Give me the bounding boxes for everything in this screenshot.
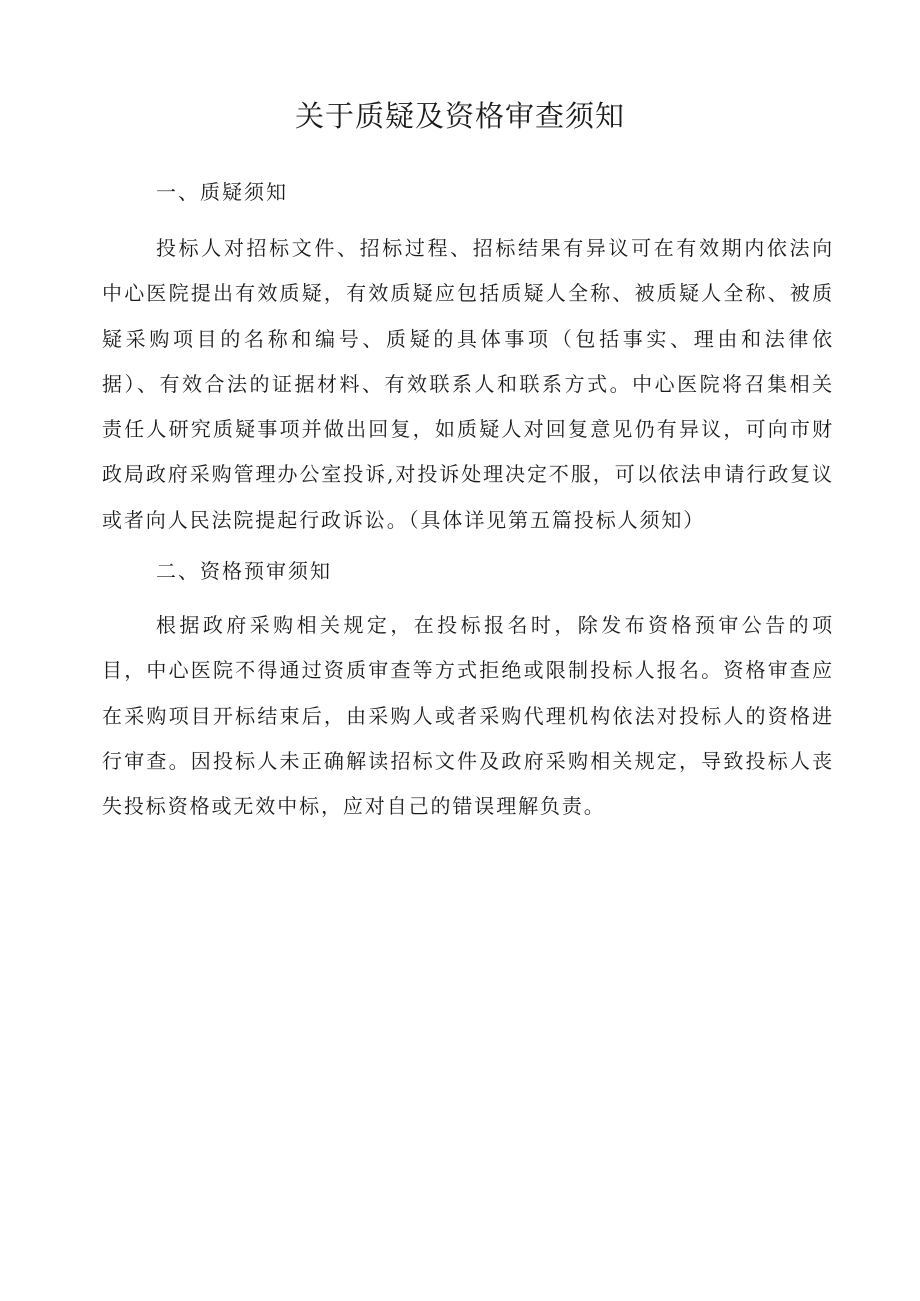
section-paragraph-inquiry: 投标人对招标文件、招标过程、招标结果有异议可在有效期内依法向中心医院提出有效质疑，有效质疑应包括质疑人全称、被质疑人全称、被质疑采购项目的名称和编号、质疑的具体事项（包括事实、理由和法律依据）、有效合法的证据材料、有效联系人和联系方式。中心医院将召集相关责任人研究质疑事项并做出回复，如质疑人对回复意见仍有异议，可向市财政局政府采购管理办公室投诉,对投诉处理决定不服，可以依法申请行政复议或者向人民法院提起行政诉讼。（具体详见第五篇投标人须知）	[102, 236, 834, 532]
section-paragraph-prequalification: 根据政府采购相关规定，在投标报名时，除发布资格预审公告的项目，中心医院不得通过资质审查等方式拒绝或限制投标人报名。资格审查应在采购项目开标结束后，由采购人或者采购代理机构依法对投标人的资格进行审查。因投标人未正确解读招标文件及政府采购相关规定，导致投标人丧失投标资格或无效中标，应对自己的错误理解负责。	[102, 613, 834, 819]
section-heading-prequalification: 二、资格预审须知	[156, 559, 332, 584]
section-heading-inquiry: 一、质疑须知	[156, 180, 288, 204]
page-title: 关于质疑及资格审查须知	[294, 99, 625, 133]
document-body	[102, 170, 834, 830]
